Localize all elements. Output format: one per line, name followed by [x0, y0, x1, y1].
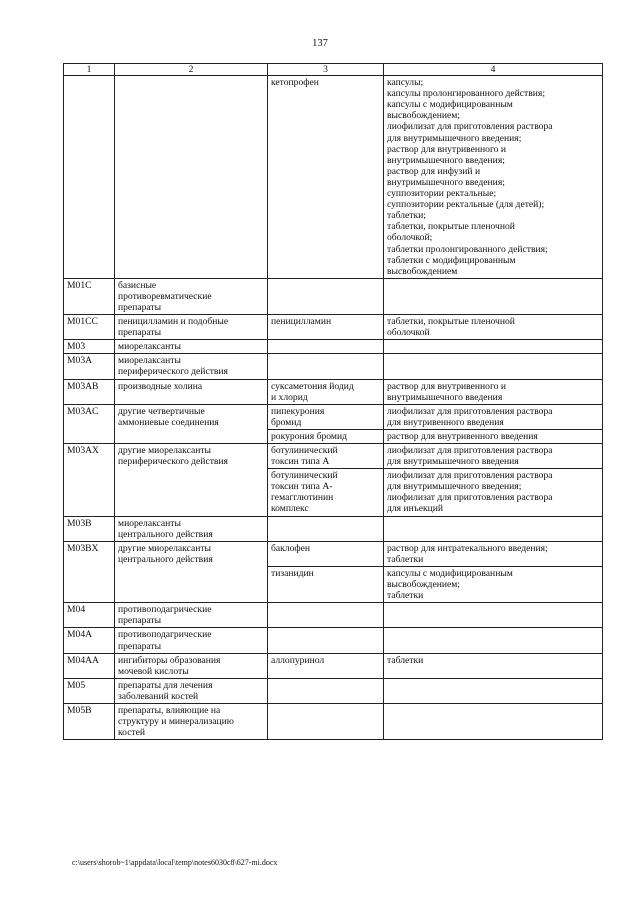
atc-code-cell: M01CC	[64, 315, 115, 340]
dosage-form-cell-line: таблетки, покрытые пленочной	[387, 316, 515, 328]
group-name-cell	[115, 404, 268, 443]
drug-name-cell-line: пеницилламин	[271, 316, 332, 328]
atc-code-cell: M03A	[64, 354, 115, 379]
column-header: 4	[384, 64, 603, 76]
table-row	[64, 379, 603, 404]
dosage-form-cell-line: таблетки с модифицированным	[387, 254, 516, 266]
group-name-cell	[115, 541, 268, 602]
drug-classification-table	[63, 63, 603, 740]
group-name-cell	[115, 628, 268, 653]
dosage-form-cell	[384, 429, 603, 443]
group-name-cell-line: аммониевые соединения	[118, 416, 219, 428]
group-name-cell-line: периферического действия	[118, 456, 228, 468]
drug-name-cell	[268, 354, 384, 379]
group-name-cell-line: костей	[118, 727, 146, 739]
drug-name-cell-line: и хлорид	[271, 391, 308, 403]
dosage-form-cell-line: капсулы с модифицированным	[387, 567, 513, 579]
drug-name-cell	[268, 516, 384, 541]
table-row	[64, 354, 603, 379]
dosage-form-cell-line: для внутримышечного введения;	[387, 481, 522, 493]
dosage-form-cell-line: оболочкой;	[387, 232, 433, 244]
dosage-form-cell-line: таблетки, покрытые пленочной	[387, 221, 515, 233]
atc-code-cell: M03AX	[64, 444, 115, 517]
dosage-form-cell	[384, 76, 603, 279]
dosage-form-cell-line: капсулы;	[387, 77, 424, 89]
atc-code-cell: M03B	[64, 516, 115, 541]
dosage-form-cell	[384, 278, 603, 314]
group-name-cell-line: центрального действия	[118, 528, 213, 540]
dosage-form-cell-line: раствор для инфузий и	[387, 165, 481, 177]
atc-code-cell: M03AB	[64, 379, 115, 404]
dosage-form-cell	[384, 603, 603, 628]
group-name-cell	[115, 76, 268, 279]
drug-name-cell-line: комплекс	[271, 503, 309, 515]
atc-code-cell: M03BX	[64, 541, 115, 602]
table-row	[64, 703, 603, 739]
dosage-form-cell-line: раствор для внутривенного введения	[387, 430, 538, 442]
dosage-form-cell-line: раствор для интратекального введения;	[387, 542, 548, 554]
group-name-cell-line: препараты	[118, 327, 162, 339]
table-row	[64, 516, 603, 541]
dosage-form-cell-line: внутримышечного введения;	[387, 176, 505, 188]
drug-name-cell	[268, 678, 384, 703]
atc-code-cell: M04A	[64, 628, 115, 653]
group-name-cell-line: другие четвертичные	[118, 405, 205, 417]
dosage-form-cell-line: для внутривенного введения	[387, 416, 504, 428]
drug-name-cell	[268, 444, 384, 469]
dosage-form-cell-line: таблетки;	[387, 210, 426, 222]
dosage-form-cell	[384, 566, 603, 602]
table-row	[64, 653, 603, 678]
dosage-form-cell-line: таблетки	[387, 654, 424, 666]
dosage-form-cell-line: высвобождением;	[387, 579, 460, 591]
drug-name-cell	[268, 541, 384, 566]
table-row	[64, 444, 603, 469]
dosage-form-cell	[384, 404, 603, 429]
dosage-form-cell	[384, 379, 603, 404]
atc-code-cell: M03AC	[64, 404, 115, 443]
drug-name-cell-line: пипекурония	[271, 405, 325, 417]
group-name-cell-line: препараты для лечения	[118, 679, 213, 691]
table-row	[64, 315, 603, 340]
group-name-cell-line: структуру и минерализацию	[118, 716, 234, 728]
drug-name-cell-line: ботулинический	[271, 470, 338, 482]
group-name-cell	[115, 678, 268, 703]
drug-name-cell-line: баклофен	[271, 542, 310, 554]
atc-code-cell: M04	[64, 603, 115, 628]
drug-name-cell-line: токсин типа A-	[271, 481, 333, 493]
atc-code-cell: M01C	[64, 278, 115, 314]
dosage-form-cell	[384, 703, 603, 739]
table-row	[64, 76, 603, 279]
file-path-footer: c:\users\shorob~1\appdata\local\temp\notes6030c8\627-mi.docx	[72, 858, 278, 867]
dosage-form-cell-line: лиофилизат для приготовления раствора	[387, 492, 553, 504]
group-name-cell-line: пеницилламин и подобные	[118, 316, 229, 328]
atc-code-cell: M05	[64, 678, 115, 703]
drug-name-cell	[268, 469, 384, 516]
drug-name-cell-line: аллопуринол	[271, 654, 325, 666]
atc-code-cell: M03	[64, 340, 115, 354]
group-name-cell-line: центрального действия	[118, 553, 213, 565]
dosage-form-cell	[384, 340, 603, 354]
dosage-form-cell	[384, 678, 603, 703]
drug-name-cell	[268, 429, 384, 443]
group-name-cell-line: препараты	[118, 640, 162, 652]
drug-name-cell-line: рокурония бромид	[271, 430, 347, 442]
group-name-cell-line: противоподагрические	[118, 629, 212, 641]
table-row	[64, 541, 603, 566]
group-name-cell	[115, 278, 268, 314]
drug-name-cell-line: гемагглютинин	[271, 492, 334, 504]
dosage-form-cell-line: раствор для внутривенного и	[387, 380, 506, 392]
drug-name-cell-line: кетопрофен	[271, 77, 319, 89]
drug-name-cell-line: токсин типа A	[271, 456, 330, 468]
group-name-cell	[115, 703, 268, 739]
dosage-form-cell-line: лиофилизат для приготовления раствора	[387, 470, 553, 482]
dosage-form-cell	[384, 653, 603, 678]
drug-name-cell	[268, 76, 384, 279]
page-number: 137	[312, 38, 328, 49]
group-name-cell-line: другие миорелаксанты	[118, 445, 212, 456]
dosage-form-cell-line: таблетки	[387, 590, 424, 602]
dosage-form-cell-line: лиофилизат для приготовления раствора	[387, 405, 553, 417]
group-name-cell-line: другие миорелаксанты	[118, 542, 212, 554]
dosage-form-cell	[384, 541, 603, 566]
group-name-cell	[115, 516, 268, 541]
group-name-cell	[115, 315, 268, 340]
dosage-form-cell-line: лиофилизат для приготовления раствора	[387, 445, 553, 456]
drug-name-cell-line: тизанидин	[271, 567, 314, 579]
group-name-cell-line: препараты	[118, 301, 162, 313]
group-name-cell	[115, 354, 268, 379]
table-row	[64, 678, 603, 703]
dosage-form-cell-line: капсулы пролонгированного действия;	[387, 88, 545, 100]
column-header: 3	[268, 64, 384, 76]
dosage-form-cell-line: для внутримышечного введения	[387, 456, 519, 468]
drug-name-cell	[268, 603, 384, 628]
group-name-cell-line: противоревматические	[118, 290, 212, 302]
dosage-form-cell	[384, 315, 603, 340]
dosage-form-cell	[384, 516, 603, 541]
dosage-form-cell-line: раствор для внутривенного и	[387, 143, 506, 155]
dosage-form-cell-line: таблетки	[387, 553, 424, 565]
group-name-cell-line: мочевой кислоты	[118, 665, 189, 677]
drug-name-cell	[268, 315, 384, 340]
drug-name-cell	[268, 340, 384, 354]
atc-code-cell: M04AA	[64, 653, 115, 678]
drug-name-cell	[268, 703, 384, 739]
dosage-form-cell-line: для внутримышечного введения;	[387, 132, 522, 144]
group-name-cell-line: производные холина	[118, 380, 203, 392]
table-row	[64, 628, 603, 653]
dosage-form-cell-line: внутримышечного введения;	[387, 154, 505, 166]
dosage-form-cell-line: суппозитории ректальные;	[387, 188, 497, 200]
group-name-cell-line: ингибиторы образования	[118, 654, 221, 666]
table-header-row	[64, 64, 603, 76]
drug-name-cell	[268, 379, 384, 404]
dosage-form-cell-line: оболочкой	[387, 327, 430, 339]
dosage-form-cell	[384, 469, 603, 516]
group-name-cell-line: миорелаксанты	[118, 341, 181, 353]
drug-name-cell-line: ботулинический	[271, 445, 338, 456]
column-header: 1	[64, 64, 115, 76]
dosage-form-cell-line: лиофилизат для приготовления раствора	[387, 121, 553, 133]
table-row	[64, 404, 603, 429]
dosage-form-cell-line: капсулы с модифицированным	[387, 99, 513, 111]
dosage-form-cell-line: внутримышечного введения	[387, 391, 503, 403]
group-name-cell-line: препараты	[118, 615, 162, 627]
group-name-cell	[115, 340, 268, 354]
group-name-cell-line: периферического действия	[118, 366, 228, 378]
group-name-cell-line: миорелаксанты	[118, 355, 181, 367]
group-name-cell	[115, 379, 268, 404]
group-name-cell-line: препараты, влияющие на	[118, 704, 221, 716]
atc-code-cell: M05B	[64, 703, 115, 739]
table-row	[64, 278, 603, 314]
drug-name-cell-line: суксаметония йодид	[271, 380, 354, 392]
table-row	[64, 603, 603, 628]
group-name-cell	[115, 444, 268, 517]
group-name-cell	[115, 603, 268, 628]
group-name-cell-line: заболеваний костей	[118, 690, 199, 702]
group-name-cell-line: базисные	[118, 279, 157, 291]
drug-name-cell-line: бромид	[271, 416, 302, 428]
dosage-form-cell-line: таблетки пролонгированного действия;	[387, 243, 548, 255]
table-row	[64, 340, 603, 354]
atc-code-cell	[64, 76, 115, 279]
drug-name-cell	[268, 278, 384, 314]
group-name-cell-line: миорелаксанты	[118, 517, 181, 529]
dosage-form-cell-line: для инъекций	[387, 503, 444, 515]
dosage-form-cell	[384, 354, 603, 379]
column-header: 2	[115, 64, 268, 76]
dosage-form-cell-line: суппозитории ректальные (для детей);	[387, 199, 545, 211]
drug-name-cell	[268, 653, 384, 678]
drug-name-cell	[268, 566, 384, 602]
dosage-form-cell	[384, 628, 603, 653]
group-name-cell-line: противоподагрические	[118, 604, 212, 616]
dosage-form-cell	[384, 444, 603, 469]
group-name-cell	[115, 653, 268, 678]
drug-name-cell	[268, 404, 384, 429]
dosage-form-cell-line: высвобождением;	[387, 110, 460, 122]
dosage-form-cell-line: высвобождением	[387, 265, 458, 277]
drug-name-cell	[268, 628, 384, 653]
